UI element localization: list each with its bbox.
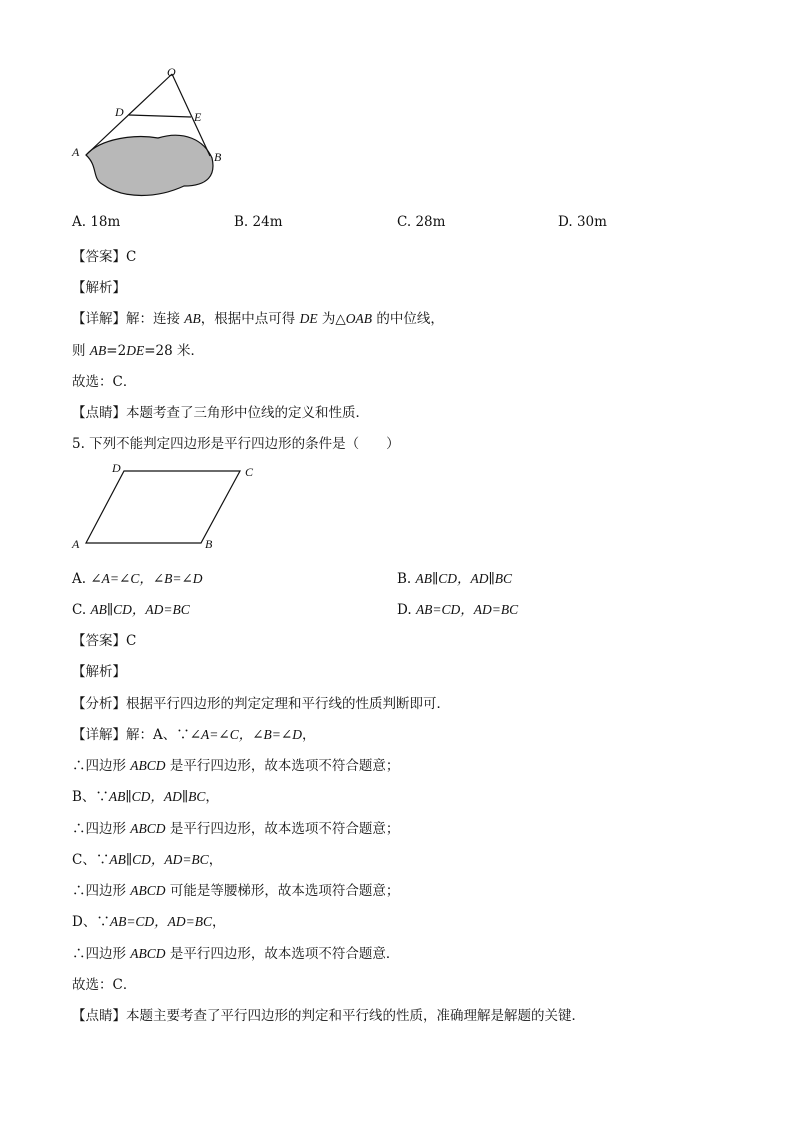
q5-detail-line: ∴四边形 ABCD 可能是等腰梯形，故本选项符合题意； bbox=[72, 883, 400, 899]
q5-detail-line: B、∵AB∥CD，AD∥BC， bbox=[72, 789, 219, 805]
q5-option-b: B. AB∥CD，AD∥BC bbox=[397, 571, 512, 587]
q4-analysis-head: 【解析】 bbox=[72, 280, 126, 296]
label-E: E bbox=[194, 110, 202, 124]
label-A: A bbox=[72, 145, 80, 159]
q5-detail-line: 【详解】解：A、∵∠A=∠C，∠B=∠D， bbox=[72, 727, 316, 743]
q5-question: 5. 下列不能判定四边形是平行四边形的条件是（ ） bbox=[72, 436, 400, 452]
q5-detail-line: D、∵AB=CD，AD=BC， bbox=[72, 914, 226, 930]
q5-option-a: A. ∠A=∠C，∠B=∠D bbox=[72, 571, 203, 587]
parallelogram-figure bbox=[66, 458, 266, 558]
label-C: C bbox=[245, 465, 254, 479]
q5-detail-line: ∴四边形 ABCD 是平行四边形，故本选项不符合题意． bbox=[72, 946, 400, 962]
q5-answer: 【答案】C bbox=[72, 633, 137, 649]
segment-DE bbox=[129, 115, 191, 117]
q4-answer: 【答案】C bbox=[72, 249, 137, 265]
q5-option-c: C. AB∥CD，AD=BC bbox=[72, 602, 190, 618]
pond-shape bbox=[86, 135, 213, 195]
q4-option-c: C. 28m bbox=[397, 214, 446, 230]
q4-choose: 故选：C． bbox=[72, 374, 137, 390]
q5-detail-line: ∴四边形 ABCD 是平行四边形，故本选项不符合题意； bbox=[72, 821, 400, 837]
parallelogram-ABCD bbox=[86, 471, 240, 543]
label-O: O bbox=[167, 65, 176, 79]
q4-detail: 【详解】解：连接 AB，根据中点可得 DE 为△OAB 的中位线， bbox=[72, 311, 444, 327]
q5-detail-line: C、∵AB∥CD，AD=BC， bbox=[72, 852, 223, 868]
q4-option-d: D. 30m bbox=[558, 214, 607, 230]
q5-choose: 故选：C． bbox=[72, 977, 137, 993]
label-B: B bbox=[205, 537, 213, 551]
label-D: D bbox=[115, 105, 124, 119]
label-A: A bbox=[72, 537, 80, 551]
q5-analysis: 【分析】根据平行四边形的判定定理和平行线的性质判断即可． bbox=[72, 696, 450, 712]
label-B: B bbox=[214, 150, 222, 164]
q4-option-a: A. 18m bbox=[72, 214, 121, 230]
q5-analysis-head: 【解析】 bbox=[72, 664, 126, 680]
q5-comment: 【点睛】本题主要考查了平行四边形的判定和平行线的性质，准确理解是解题的关键． bbox=[72, 1008, 585, 1024]
q5-option-d: D. AB=CD，AD=BC bbox=[397, 602, 519, 618]
label-D: D bbox=[112, 461, 121, 475]
q5-detail-line: ∴四边形 ABCD 是平行四边形，故本选项不符合题意； bbox=[72, 758, 400, 774]
q4-option-b: B. 24m bbox=[234, 214, 283, 230]
pond-triangle-figure bbox=[66, 60, 226, 210]
q4-comment: 【点睛】本题考查了三角形中位线的定义和性质． bbox=[72, 405, 369, 421]
q4-calc: 则 AB=2DE=28 米． bbox=[72, 343, 204, 359]
